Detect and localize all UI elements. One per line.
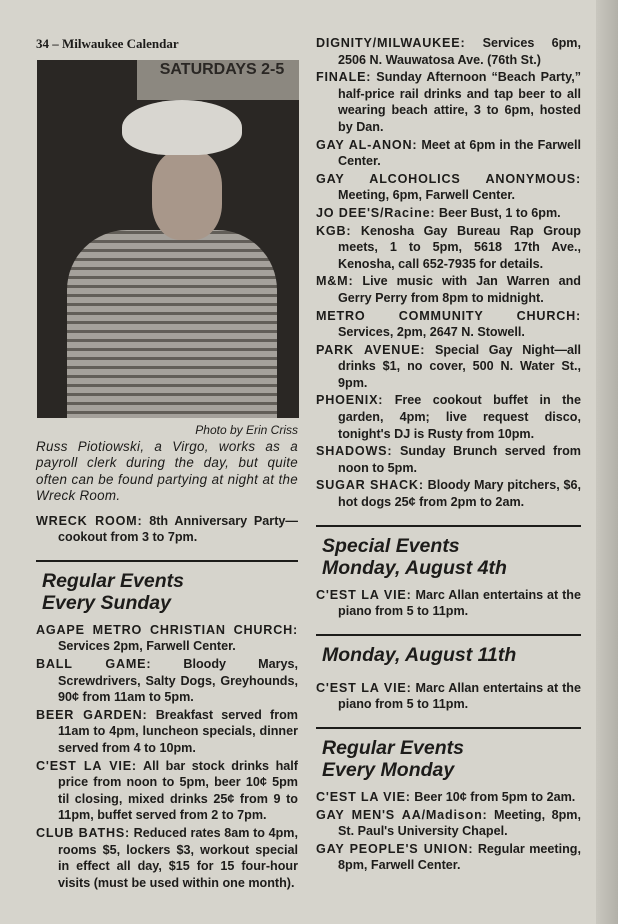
photo-hat [122, 100, 242, 155]
listing-text: All bar stock drinks half price from noon to 5pm, beer 10¢ 5pm til closing, mixed drinks 25¢ from 9 to 11pm, buffet served from 2 to 7pm. [58, 758, 298, 823]
special-entries [316, 587, 581, 620]
venue-name: GAY ALCOHOLICS ANONYMOUS: [316, 171, 581, 186]
listing-text: 8th Anniversary Party—cookout from 3 to 7pm. [58, 513, 298, 545]
listing-entry [316, 841, 581, 874]
listing-text: Services, 2pm, 2647 N. Stowell. [338, 325, 525, 340]
venue-name: FINALE: [316, 70, 372, 85]
listing-entry [36, 656, 298, 706]
listing-entry [316, 137, 581, 170]
heading-line: Every Sunday [42, 591, 171, 614]
listing-entry [36, 513, 298, 546]
venue-name: CLUB BATHS: [36, 825, 131, 840]
listing-text: Kenosha Gay Bureau Rap Group meets, 1 to 5pm, 5618 17th Ave., Kenosha, call 652-7935 for details. [338, 223, 581, 271]
page-header: 34 – Milwaukee Calendar [36, 36, 179, 51]
listing-text: Sunday Brunch served from noon to 5pm. [338, 444, 581, 475]
left-entries [36, 513, 298, 546]
listing-entry [316, 443, 581, 476]
listing-entry [36, 758, 298, 824]
right-column [316, 35, 581, 875]
listing-text: Bloody Marys, Screwdrivers, Salty Dogs, Greyhounds, 90¢ from 11am to 5pm. [58, 656, 298, 705]
listing-entry [316, 789, 581, 806]
venue-name: C'EST LA VIE: [316, 790, 411, 804]
divider [316, 634, 581, 636]
heading-line: Monday, August 4th [322, 556, 507, 579]
listing-text: Meeting, 8pm, St. Paul's University Chapel. [338, 807, 582, 839]
venue-name: M&M: [316, 274, 354, 289]
listing-entry [316, 69, 581, 135]
right-entries [316, 35, 581, 511]
divider [36, 560, 298, 562]
listing-text: Free cookout buffet in the garden, 4pm; live request disco, tonight's DJ is Rusty from 10pm. [338, 393, 581, 441]
listing-text: Beer 10¢ from 5pm to 2am. [410, 790, 576, 804]
monday-entries [316, 789, 581, 874]
listing-entry [316, 308, 581, 341]
heading-line: Special Events [322, 534, 460, 557]
heading-line: Every Monday [322, 759, 455, 781]
venue-name: AGAPE METRO CHRISTIAN CHURCH: [36, 622, 298, 637]
listing-text: Marc Allan entertains at the piano from 5 to 11pm. [338, 680, 582, 712]
listing-entry [316, 273, 581, 306]
heading-line: Regular Events [322, 737, 464, 759]
venue-name: GAY PEOPLE'S UNION: [316, 841, 474, 856]
venue-name: PARK AVENUE: [316, 342, 426, 357]
listing-entry [316, 171, 581, 204]
venue-name: PHOENIX: [316, 393, 384, 408]
listing-text: Services 2pm, Farwell Center. [58, 639, 236, 654]
photo [37, 60, 299, 418]
listing-text: Meeting, 6pm, Farwell Center. [338, 188, 516, 203]
listing-entry [316, 342, 581, 392]
venue-name: SUGAR SHACK: [316, 478, 424, 493]
listing-entry [36, 622, 298, 655]
divider [316, 525, 581, 527]
listing-entry [316, 35, 581, 68]
listing-text: Live music with Jan Warren and Gerry Perry from 8pm to midnight. [338, 274, 581, 305]
listing-entry [316, 223, 581, 273]
listing-entry [36, 707, 298, 757]
aug11-entries [316, 680, 581, 713]
listing-text: Breakfast served from 11am to 4pm, luncheon specials, dinner served from 4 to 10pm. [58, 707, 299, 755]
venue-name: GAY AL-ANON: [316, 137, 418, 152]
listing-text: Regular meeting, 8pm, Farwell Center. [338, 841, 581, 873]
venue-name: SHADOWS: [316, 444, 393, 459]
sunday-entries [36, 622, 298, 892]
venue-name: METRO COMMUNITY CHURCH: [316, 308, 581, 323]
listing-text: Reduced rates 8am to 4pm, rooms $5, lockers $3, workout special in effect all day, $15 for 15 four-hour visits (must be used within one month). [58, 825, 298, 890]
venue-name: JO DEE'S/Racine: [316, 205, 436, 220]
listing-entry [316, 205, 581, 222]
listing-text: Marc Allan entertains at the piano from 5 to 11pm. [338, 587, 582, 619]
venue-name: C'EST LA VIE: [316, 680, 412, 695]
listing-entry [316, 392, 581, 442]
photo-caption: Russ Piotiowski, a Virgo, works as a payroll clerk during the day, but quite often can be found partying at night at the Wreck Room. [36, 438, 298, 504]
section-heading [322, 535, 581, 579]
listing-text: Services 6pm, 2506 N. Wauwatosa Ave. (76th St.) [338, 36, 581, 67]
venue-name: KGB: [316, 223, 352, 238]
listing-entry [36, 825, 298, 891]
venue-name: C'EST LA VIE: [316, 587, 412, 602]
section-heading: Monday, August 11th [322, 643, 517, 666]
photo-sign: SATURDAYS 2-5 [137, 60, 299, 100]
listing-entry [316, 587, 581, 620]
listing-text: Bloody Mary pitchers, $6, hot dogs 25¢ from 2pm to 2am. [338, 478, 581, 510]
photo-shirt [67, 230, 277, 418]
venue-name: WRECK ROOM: [36, 513, 143, 528]
listing-entry [316, 477, 581, 510]
listing-text: Special Gay Night—all drinks $1, no cover, 500 N. Water St., 9pm. [338, 342, 581, 390]
listing-text: Beer Bust, 1 to 6pm. [435, 205, 561, 220]
listing-text: Sunday Afternoon “Beach Party,” half-price rail drinks and tap beer to all wearing beach attire, 3 to 6pm, hosted by Dan. [338, 70, 581, 134]
heading-line: Regular Events [42, 569, 184, 592]
listing-entry [316, 807, 581, 840]
photo-credit: Photo by Erin Criss [195, 423, 298, 437]
venue-name: GAY MEN'S AA/Madison: [316, 807, 488, 822]
section-heading [322, 737, 581, 781]
venue-name: DIGNITY/MILWAUKEE: [316, 36, 466, 50]
venue-name: BALL GAME: [36, 656, 152, 671]
venue-name: C'EST LA VIE: [36, 758, 137, 773]
venue-name: BEER GARDEN: [36, 707, 148, 722]
listing-entry [316, 680, 581, 713]
divider [316, 727, 581, 729]
left-column [36, 420, 298, 892]
listing-text: Meet at 6pm in the Farwell Center. [338, 137, 581, 169]
section-heading [42, 570, 298, 614]
photo-face [152, 150, 222, 240]
page-edge [596, 0, 618, 924]
